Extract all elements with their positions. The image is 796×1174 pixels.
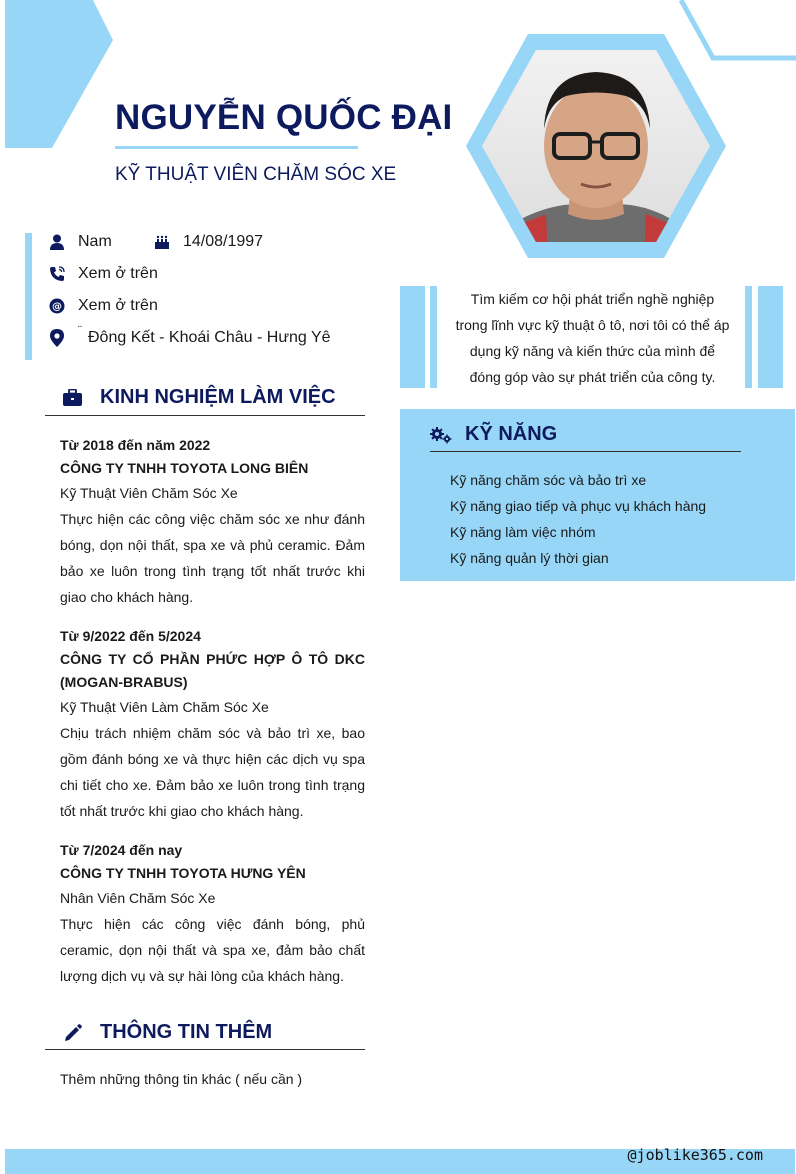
- skill-item: Kỹ năng làm việc nhóm: [450, 524, 596, 540]
- experience-company: CÔNG TY TNHH TOYOTA LONG BIÊN: [60, 460, 309, 476]
- skill-item: Kỹ năng quản lý thời gian: [450, 550, 609, 566]
- experience-company: CÔNG TY CỔ PHẦN PHỨC HỢP Ô TÔ DKC (MOGAN-BRABUS): [60, 651, 365, 690]
- address-value: Đông Kết - Khoái Châu - Hưng Yê: [88, 329, 331, 346]
- experience-description: Thực hiện các công việc đánh bóng, phủ ceramic, dọn nội thất và spa xe, đảm bảo chất lượng dịch vụ và sự hài lòng của khách hàng.: [60, 916, 365, 984]
- job-title: KỸ THUẬT VIÊN CHĂM SÓC XE: [115, 164, 397, 185]
- svg-text:@: @: [52, 301, 62, 313]
- experience-heading: [63, 386, 336, 409]
- pencil-icon: [64, 1024, 84, 1042]
- extra-heading: [64, 1021, 272, 1044]
- phone-value: Xem ở trên: [78, 265, 158, 282]
- email-row: [48, 297, 158, 315]
- experience-item: [60, 625, 365, 824]
- contact-accent-bar: [25, 233, 32, 360]
- birthday-row: [153, 233, 263, 251]
- skills-title: KỸ NĂNG: [465, 423, 558, 445]
- address-mark: ¨: [78, 323, 82, 337]
- skill-item: Kỹ năng chăm sóc và bảo trì xe: [450, 472, 647, 488]
- email-at-icon: [48, 297, 66, 315]
- experience-role: Kỹ Thuật Viên Chăm Sóc Xe: [60, 485, 238, 501]
- experience-period: Từ 2018 đến năm 2022: [60, 437, 211, 453]
- skills-heading: [430, 423, 557, 446]
- phone-icon: [48, 265, 66, 283]
- gender-value: Nam: [78, 233, 112, 250]
- experience-company: CÔNG TY TNHH TOYOTA HƯNG YÊN: [60, 865, 306, 881]
- skill-item: Kỹ năng giao tiếp và phục vụ khách hàng: [450, 498, 707, 514]
- experience-item: [60, 839, 365, 989]
- career-objective: Tìm kiếm cơ hội phát triển nghề nghiệp trong lĩnh vực kỹ thuật ô tô, nơi tôi có thể áp dụng kỹ năng và kiến thức của mình để đóng góp vào sự phát triển của công ty.: [455, 291, 730, 385]
- location-pin-icon: [48, 329, 66, 347]
- name-underline: [115, 146, 358, 149]
- skills-divider: [430, 451, 741, 452]
- user-icon: [48, 233, 66, 251]
- birthday-cake-icon: [153, 233, 171, 251]
- experience-item: [60, 434, 365, 610]
- phone-row: [48, 265, 158, 283]
- candidate-name: NGUYỄN QUỐC ĐẠI: [115, 98, 453, 137]
- objective-bar-left-thin: [430, 286, 437, 388]
- birthday-value: 14/08/1997: [183, 233, 264, 250]
- briefcase-icon: [63, 389, 83, 407]
- email-value: Xem ở trên: [78, 297, 158, 314]
- extra-title: THÔNG TIN THÊM: [100, 1021, 273, 1043]
- experience-role: Kỹ Thuật Viên Làm Chăm Sóc Xe: [60, 699, 269, 715]
- extra-divider: [45, 1049, 365, 1050]
- experience-description: Thực hiện các công việc chăm sóc xe như đánh bóng, dọn nội thất, spa xe và phủ ceramic. Đảm bảo xe luôn trong tình trạng tốt nhất trước khi giao cho khách hàng.: [60, 511, 365, 605]
- gender-row: [48, 233, 112, 251]
- experience-title: KINH NGHIỆM LÀM VIỆC: [100, 386, 336, 408]
- experience-period: Từ 9/2022 đến 5/2024: [60, 628, 201, 644]
- address-row: [48, 323, 331, 347]
- footer-watermark: @joblike365.com: [627, 1146, 763, 1164]
- objective-bar-right-thin: [745, 286, 752, 388]
- experience-description: Chịu trách nhiệm chăm sóc và bảo trì xe, bao gồm đánh bóng xe và thực hiện các dịch vụ spa chi tiết cho xe. Đảm bảo xe luôn trong tình trạng tốt nhất trước khi giao cho khách hàng.: [60, 725, 365, 819]
- experience-role: Nhân Viên Chăm Sóc Xe: [60, 890, 216, 906]
- objective-bar-left-wide: [400, 286, 425, 388]
- experience-divider: [45, 415, 365, 416]
- profile-photo: [466, 34, 726, 258]
- objective-bar-right-wide: [758, 286, 783, 388]
- corner-decoration: [5, 0, 115, 150]
- gears-icon: [430, 426, 452, 444]
- extra-info-text: Thêm những thông tin khác ( nếu cần ): [60, 1071, 303, 1087]
- experience-period: Từ 7/2024 đến nay: [60, 842, 183, 858]
